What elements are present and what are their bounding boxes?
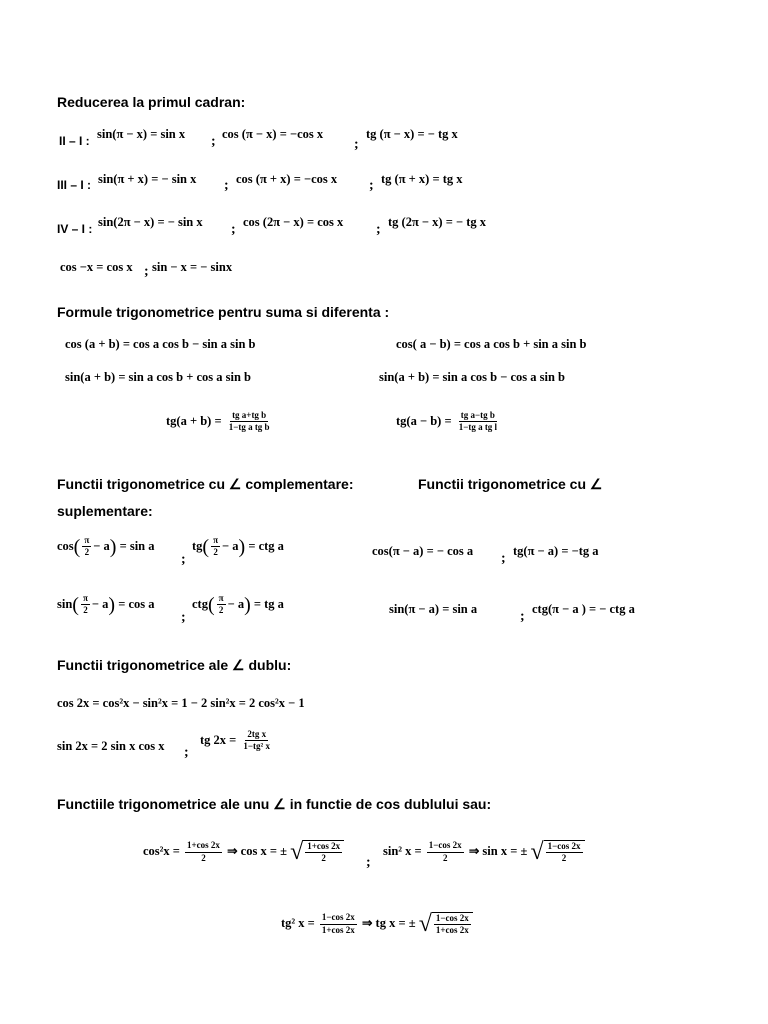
formula-tg-2pi-minus-x: tg (2π − x) = − tg x: [388, 215, 486, 229]
tg-sum-fraction: [227, 411, 272, 433]
formula-ctg-complementary: ctg( $\frac{\pi}{2}$ − a) = tg a: [192, 593, 284, 616]
formula-cos-2pi-minus-x: cos (2π − x) = cos x: [243, 215, 344, 229]
tg-difference-fraction: [457, 411, 499, 433]
formula-tg-pi-plus-x: tg (π + x) = tg x: [381, 172, 463, 186]
formula-tg-supplementary: tg(π − a) = −tg a: [513, 544, 599, 558]
separator: ;: [181, 552, 186, 567]
formula-sin-2pi-minus-x: sin(2π − x) = − sin x: [98, 215, 203, 229]
formula-cos-neg-x: cos −x = cos x: [60, 260, 133, 274]
formula-cos-supplementary: cos(π − a) = − cos a: [372, 544, 474, 558]
formula-sin-difference: sin(a + b) = sin a cos b − cos a sin b: [379, 370, 565, 384]
label-quadrant-3: III – I :: [57, 178, 92, 192]
heading-reduction: Reducerea la primul cadran:: [57, 94, 246, 110]
tg-difference-lhs: tg(a − b) =: [396, 413, 452, 428]
formula-sin-pi-plus-x: sin(π + x) = − sin x: [98, 172, 197, 186]
formula-tg-difference: [396, 411, 501, 433]
formula-cos-pi-plus-x: cos (π + x) = −cos x: [236, 172, 338, 186]
label-quadrant-2: II – I :: [59, 134, 90, 148]
formula-sin-supplementary: sin(π − a) = sin a: [389, 602, 478, 616]
formula-cos-pi-minus-x: cos (π − x) = −cos x: [222, 127, 324, 141]
heading-double-angle: Functii trigonometrice ale ∠ dublu:: [57, 657, 292, 673]
heading-complementary: Functii trigonometrice cu ∠ complementare:: [57, 476, 354, 492]
formula-tg-pi-minus-x: tg (π − x) = − tg x: [366, 127, 458, 141]
formula-sin-complementary: sin( $\frac{\pi}{2}$ − a) = cos a: [57, 593, 155, 616]
tg-sum-numerator: tg a+tg b: [230, 411, 268, 422]
separator: ;: [501, 551, 506, 566]
heading-sum-difference: Formule trigonometrice pentru suma si diferenta :: [57, 304, 390, 320]
formula-sin-squared: sin² x = $\frac{1-\cos 2x}{2}$ ⇒ sin x = ± √ $\frac{1-\cos 2x}{2}$: [383, 840, 585, 864]
formula-cos-difference: cos( a − b) = cos a cos b + sin a sin b: [396, 337, 587, 351]
pi-over-2-fraction: $\frac{\pi}{2}$: [218, 593, 224, 616]
pi-over-2-fraction: $\frac{\pi}{2}$: [84, 535, 90, 558]
formula-cos-squared: cos²x = $\frac{1+\cos 2x}{2}$ ⇒ cos x = ± √ $\frac{1+\cos 2x}{2}$: [143, 840, 344, 864]
tg-sum-denominator: 1−tg a tg b: [228, 422, 270, 433]
pi-over-2-fraction: $\frac{\pi}{2}$: [213, 535, 219, 558]
separator: ;: [181, 610, 186, 625]
tg-2x-fraction: $\frac{\text{2tg x}}{\text{1−tg² x}}$: [243, 729, 270, 752]
separator: ;: [184, 745, 189, 760]
heading-half-angle: Functiile trigonometrice ale unu ∠ in functie de cos dublului sau:: [57, 796, 492, 812]
formula-ctg-supplementary: ctg(π − a ) = − ctg a: [532, 602, 635, 616]
tg-sum-lhs: tg(a + b) =: [166, 413, 222, 428]
pi-over-2-fraction: $\frac{\pi}{2}$: [82, 593, 88, 616]
formula-sin-sum: sin(a + b) = sin a cos b + cos a sin b: [65, 370, 251, 384]
formula-cos-complementary: cos( $\frac{\pi}{2}$ − a) = sin a: [57, 535, 155, 558]
formula-tg-squared: tg² x = $\frac{1-\cos 2x}{1+\cos 2x}$ ⇒ tg x = ± √ $\frac{1-\cos 2x}{1+\cos 2x}$: [281, 912, 473, 936]
separator: ;: [144, 264, 149, 279]
square-root: √ $\frac{1+\cos 2x}{2}$: [290, 840, 344, 864]
formula-sin-pi-minus-x: sin(π − x) = sin x: [97, 127, 186, 141]
heading-supplementary: Functii trigonometrice cu ∠: [418, 476, 603, 492]
square-root: √ $\frac{1-\cos 2x}{2}$: [530, 840, 584, 864]
tg-difference-numerator: tg a−tg b: [459, 411, 497, 422]
heading-supplementary-continued: suplementare:: [57, 503, 153, 519]
separator: ;: [369, 178, 374, 193]
formula-sin-2x: sin 2x = 2 sin x cos x: [57, 739, 165, 753]
formula-tg-sum: [166, 411, 274, 433]
tg-difference-denominator: 1−tg a tg l: [458, 422, 498, 433]
formula-cos-sum: cos (a + b) = cos a cos b − sin a sin b: [65, 337, 256, 351]
formula-sin-neg-x: sin − x = − sinx: [152, 260, 233, 274]
separator: ;: [354, 137, 359, 152]
formula-cos-2x: cos 2x = cos²x − sin²x = 1 − 2 sin²x = 2 cos²x − 1: [57, 696, 305, 710]
formula-tg-complementary: tg( $\frac{\pi}{2}$ − a) = ctg a: [192, 535, 284, 558]
formula-tg-2x: tg 2x = $\frac{\text{2tg x}}{\text{1−tg² x}}$: [200, 729, 270, 752]
separator: ;: [211, 134, 216, 149]
separator: ;: [376, 222, 381, 237]
separator: ;: [224, 178, 229, 193]
label-quadrant-4: IV – I :: [57, 222, 93, 236]
square-root: √ $\frac{1-\cos 2x}{1+\cos 2x}$: [419, 912, 473, 936]
separator: ;: [520, 609, 525, 624]
separator: ;: [231, 222, 236, 237]
separator: ;: [366, 855, 371, 870]
